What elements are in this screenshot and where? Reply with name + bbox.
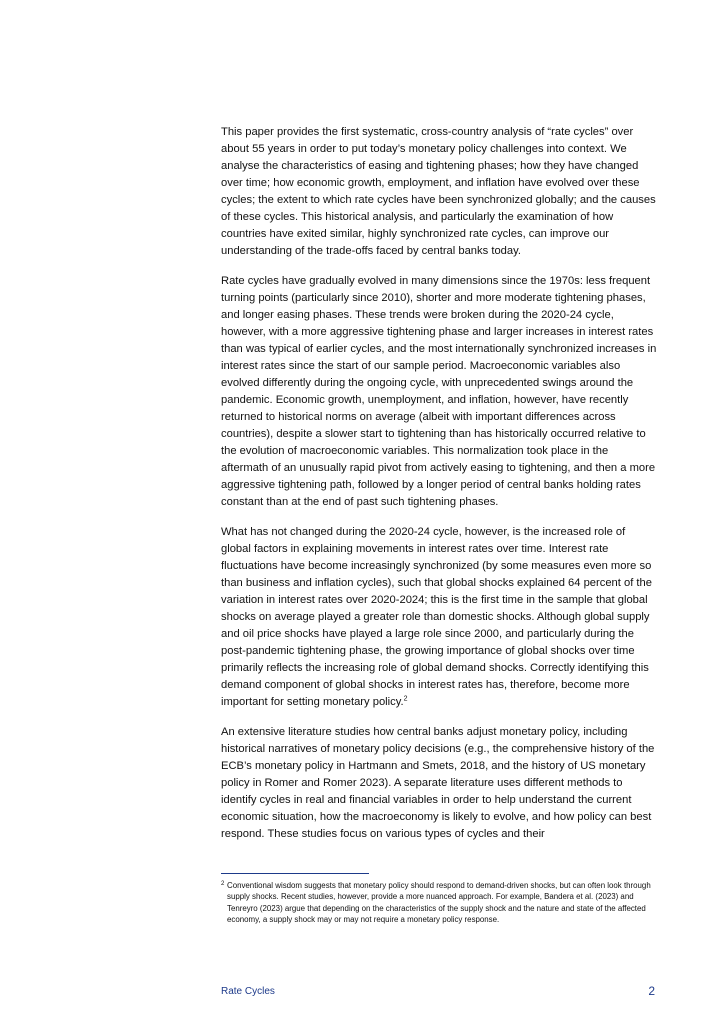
body-text [221, 124, 657, 856]
footer-title: Rate Cycles [221, 986, 275, 997]
footnote [221, 880, 657, 925]
footnote-text: Conventional wisdom suggests that monetary policy should respond to demand-driven shocks, but can often look through supply shocks. Recent studies, however, provide a more nuanced approach. For example, Bandera et al. (2023) and Tenreyro (2023) argue that depending on the characteristics of the supply shock and the nature and state of the affected economy, a supply shock may or may not require a monetary policy response. [227, 881, 651, 924]
footnote-number: 2 [221, 881, 225, 887]
paragraph-4: An extensive literature studies how central banks adjust monetary policy, including historical narratives of monetary policy decisions (e.g., the comprehensive history of the ECB’s monetary policy in Hartmann and Smets, 2018, and the history of US monetary policy in Romer and Romer 2023). A separate literature uses different methods to identify cycles in real and financial variables in order to help understand the current economic situation, how the macroeconomy is likely to evolve, and how policy can best respond. These studies focus on various types of cycles and their [221, 726, 655, 840]
paragraph-3 [221, 524, 657, 711]
footnote-divider [221, 873, 369, 874]
footnote-reference[interactable]: 2 [403, 695, 408, 703]
paragraph-2: Rate cycles have gradually evolved in many dimensions since the 1970s: less frequent turning points (particularly since 2010), shorter and more moderate tightening phases, and longer easing phases. These trends were broken during the 2020-24 cycle, however, with a more aggressive tightening phase and larger increases in interest rates than was typical of earlier cycles, and the most internationally synchronized increases in interest rates since the start of our sample period. Macroeconomic variables also evolved differently during the ongoing cycle, with unprecedented swings around the pandemic. Economic growth, unemployment, and inflation, however, have recently returned to historical norms on average (albeit with important differences across countries), despite a slower start to tightening than has historically occurred relative to the evolution of macroeconomic variables. This normalization took place in the aftermath of an unusually rapid pivot from actively easing to tightening, and then a more aggressive tightening path, followed by a longer period of central banks holding rates constant than at the end of past such tightening phases. [221, 275, 657, 508]
paragraph-3-text: What has not changed during the 2020-24 cycle, however, is the increased role of global factors in explaining movements in interest rates over time. Interest rate fluctuations have become increasingly synchronized (by some measures even more so than business and inflation cycles), such that global shocks explained 64 percent of the variation in interest rates over 2020-2024; this is the first time in the sample that global shocks on average played a greater role than domestic shocks. Although global supply and oil price shocks have played a large role since 2000, and particularly during the post-pandemic tightening phase, the growing importance of global shocks over time primarily reflects the increasing role of global demand shocks. Correctly identifying this demand component of global shocks in interest rates has, therefore, become more important for setting monetary policy. [221, 526, 652, 708]
page-number: 2 [648, 984, 655, 998]
paragraph-1: This paper provides the first systematic, cross-country analysis of “rate cycles” over about 55 years in order to put today’s monetary policy challenges into context. We analyse the characteristics of easing and tightening phases; how they have changed over time; how economic growth, employment, and inflation have evolved over these cycles; the extent to which rate cycles have been synchronized globally; and the causes of these cycles. This historical analysis, and particularly the examination of how countries have exited similar, highly synchronized rate cycles, can improve our understanding of the trade-offs faced by central banks today. [221, 126, 656, 257]
